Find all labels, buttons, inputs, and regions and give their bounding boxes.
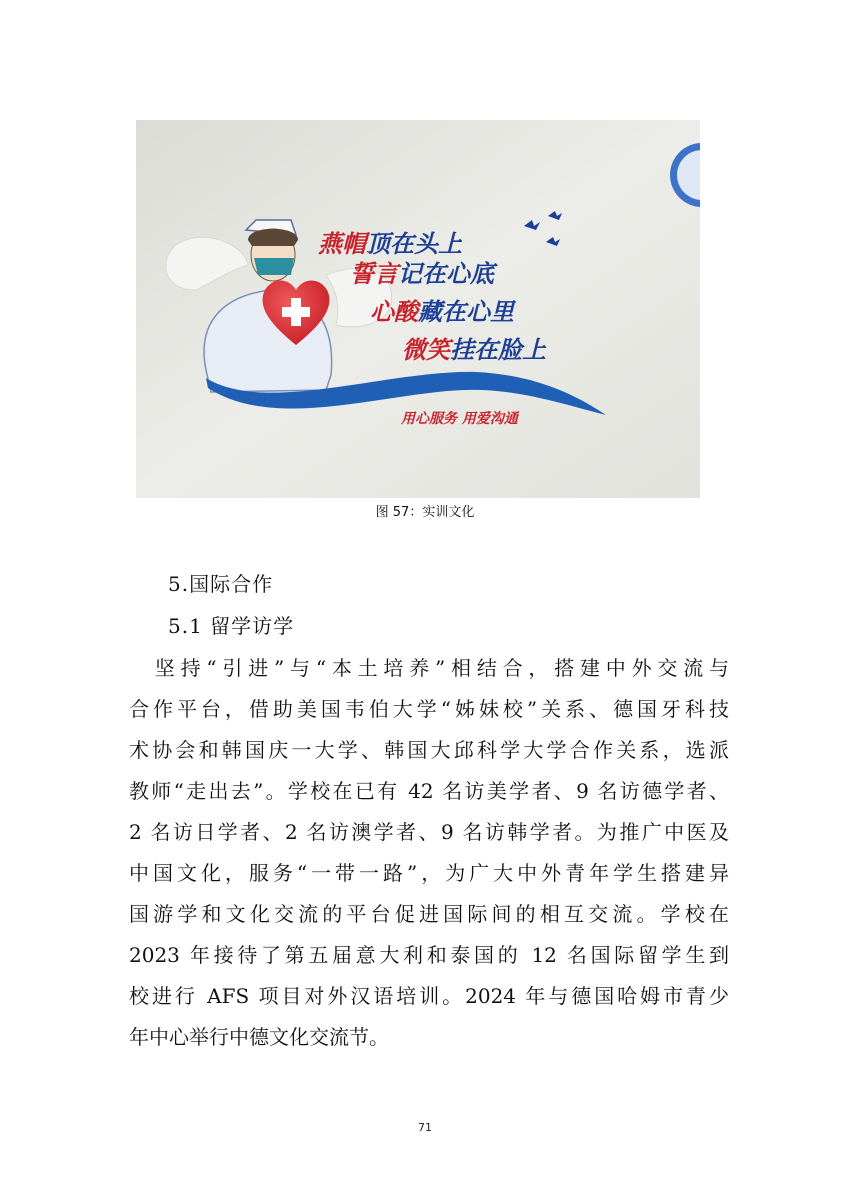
paragraph-line: 中国文化，服务“一带一路”，为广大中外青年学生搭建异 (129, 861, 729, 885)
slogan-line2-rest: 记在心底 (398, 260, 494, 288)
paragraph-line: 2 名访日学者、2 名访澳学者、9 名访韩学者。为推广中医及 (129, 820, 729, 844)
slogan-line4-rest: 挂在脸上 (450, 336, 546, 364)
slogan-line4-highlight: 微笑 (402, 336, 450, 364)
paragraph-line: 合作平台，借助美国韦伯大学“姊妹校”关系、德国牙科技 (129, 697, 729, 721)
svg-text:心酸藏在心里 (370, 298, 517, 326)
paragraph-line: 2023 年接待了第五届意大利和泰国的 12 名国际留学生到 (129, 943, 729, 967)
section-heading: 5.国际合作 (168, 572, 274, 596)
page-number: 71 (418, 1121, 432, 1134)
paragraph-line: 年中心举行中德文化交流节。 (129, 1025, 389, 1049)
paragraph-line: 坚持“引进”与“本土培养”相结合，搭建中外交流与 (129, 656, 729, 680)
wall-decal-illustration (136, 120, 700, 498)
slogan-line3-highlight: 心酸 (370, 298, 418, 326)
slogan-line1-highlight: 燕帽 (318, 230, 366, 258)
paragraph-line: 教师“走出去”。学校在已有 42 名访美学者、9 名访德学者、 (129, 779, 729, 803)
slogan-line2-highlight: 誓言 (350, 260, 398, 288)
slogan-line3-rest: 藏在心里 (418, 298, 514, 326)
paragraph-line: 校进行 AFS 项目对外汉语培训。2024 年与德国哈姆市青少 (129, 984, 729, 1008)
paragraph-line: 国游学和文化交流的平台促进国际间的相互交流。学校在 (129, 902, 729, 926)
body-paragraph (129, 648, 729, 1058)
paragraph-line: 术协会和韩国庆一大学、韩国大邱科学大学合作关系，选派 (129, 738, 729, 762)
svg-text:燕帽顶在头上 (318, 230, 463, 258)
training-culture-photo (136, 120, 700, 498)
figure-caption: 图 57：实训文化 (375, 505, 475, 520)
slogan-motto: 用心服务 用爱沟通 (401, 411, 518, 427)
subsection-heading: 5.1 留学访学 (168, 614, 295, 638)
svg-text:誓言记在心底 (350, 260, 498, 288)
svg-text:微笑挂在脸上 (402, 336, 547, 364)
slogan-line1-rest: 顶在头上 (366, 230, 462, 258)
